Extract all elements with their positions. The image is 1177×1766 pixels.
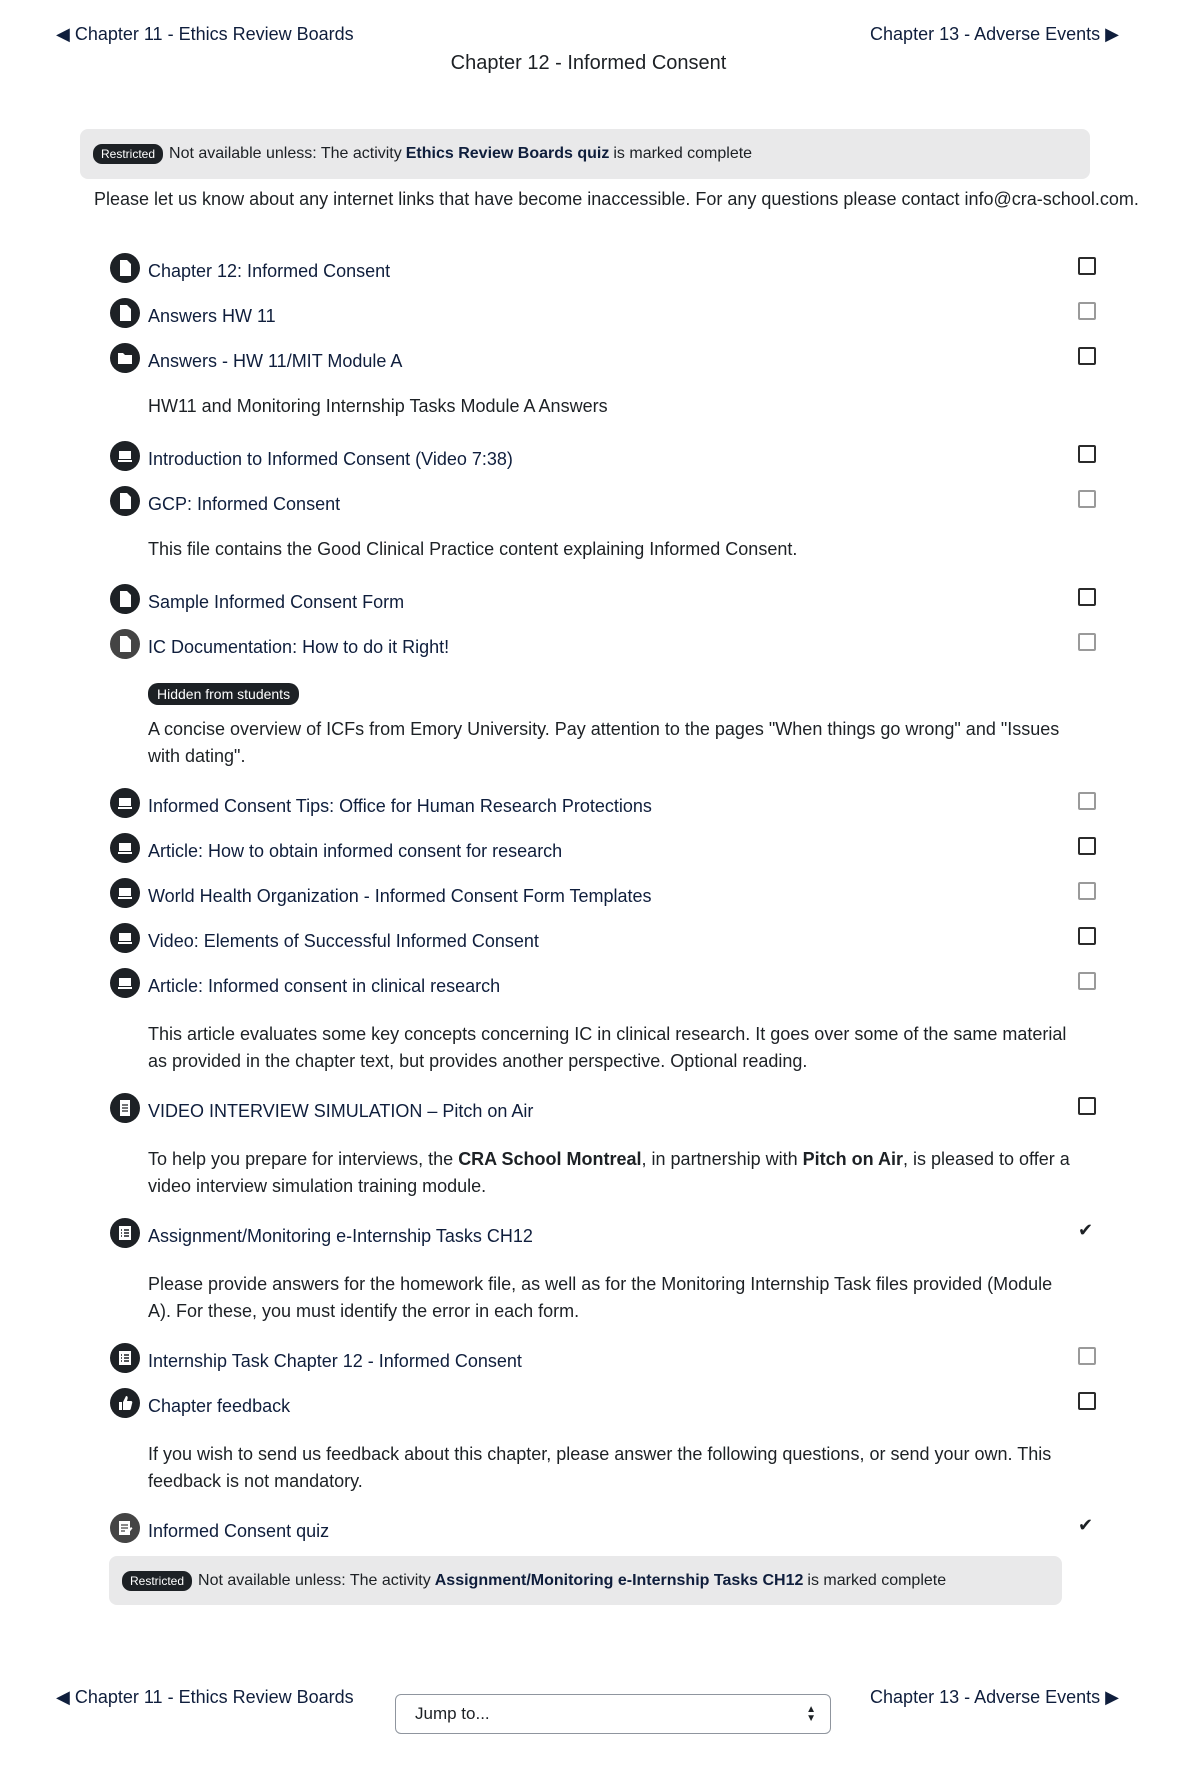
activity-link[interactable]: GCP: Informed Consent: [148, 494, 341, 514]
url-icon: [110, 878, 140, 908]
activity-link[interactable]: Video: Elements of Successful Informed Consent: [148, 931, 539, 951]
file-icon: [110, 629, 140, 659]
prev-chapter-link[interactable]: ◀ Chapter 11 - Ethics Review Boards: [56, 1687, 354, 1707]
activity-link[interactable]: IC Documentation: How to do it Right!: [148, 637, 450, 657]
file-icon: [110, 298, 140, 328]
activity-link[interactable]: VIDEO INTERVIEW SIMULATION – Pitch on Air: [148, 1101, 534, 1121]
next-chapter-link[interactable]: Chapter 13 - Adverse Events ▶: [870, 24, 1119, 44]
url-icon: [110, 788, 140, 818]
completion-checkbox[interactable]: [1078, 347, 1096, 365]
assignment-icon: [110, 1343, 140, 1373]
completion-checkbox[interactable]: [1078, 792, 1096, 810]
activity-link[interactable]: Internship Task Chapter 12 - Informed Consent: [148, 1351, 522, 1371]
file-icon: [110, 584, 140, 614]
jump-to-select[interactable]: [395, 1694, 831, 1734]
activity-item: [110, 923, 1100, 957]
activity-item: [110, 1218, 1100, 1252]
page-icon: [110, 1093, 140, 1123]
activity-item: [110, 486, 1100, 520]
quiz-icon: [110, 1513, 140, 1543]
activity-description: A concise overview of ICFs from Emory University. Pay attention to the pages "When things go wrong" and "Issues with dating".: [148, 719, 1060, 766]
completion-checkbox[interactable]: [1078, 1392, 1096, 1410]
restricted-badge: Restricted: [122, 1571, 192, 1591]
select-arrows-icon: ▲ ▼: [806, 1704, 816, 1724]
activity-item: [110, 833, 1100, 867]
completion-checkbox[interactable]: [1078, 445, 1096, 463]
activity-item: [110, 968, 1100, 1002]
activity-link[interactable]: Sample Informed Consent Form: [148, 592, 405, 612]
restriction-suffix: is marked complete: [807, 1571, 947, 1589]
activity-link[interactable]: Article: How to obtain informed consent for research: [148, 841, 563, 861]
activity-link[interactable]: Informed Consent Tips: Office for Human Research Protections: [148, 796, 652, 816]
folder-icon: [110, 343, 140, 373]
jump-to-label: Jump to...: [415, 1704, 490, 1723]
url-icon: [110, 968, 140, 998]
completion-checkbox[interactable]: [1078, 1347, 1096, 1365]
activity-link[interactable]: Chapter 12: Informed Consent: [148, 261, 391, 281]
restriction-activity-link[interactable]: Assignment/Monitoring e-Internship Tasks CH12: [434, 1571, 804, 1589]
activity-item: [110, 298, 1100, 332]
completion-checkbox[interactable]: [1078, 257, 1096, 275]
activity-link[interactable]: Article: Informed consent in clinical research: [148, 976, 501, 996]
hidden-from-students-badge: Hidden from students: [148, 683, 299, 705]
activity-item: [110, 343, 1100, 377]
file-icon: [110, 486, 140, 516]
file-icon: [110, 253, 140, 283]
activity-item: [110, 584, 1100, 618]
completed-check-icon[interactable]: ✔: [1078, 1515, 1094, 1535]
restriction-prefix: Not available unless: The activity: [169, 145, 402, 162]
activity-description: This article evaluates some key concepts concerning IC in clinical research. It goes over some of the same material as provided in the chapter text, but provides another perspective. Optional reading.: [148, 1024, 1067, 1071]
page-title: Chapter 12 - Informed Consent: [450, 52, 727, 74]
activity-item: [110, 1093, 1100, 1127]
assignment-icon: [110, 1218, 140, 1248]
thumbs-up-icon: [110, 1388, 140, 1418]
url-icon: [110, 833, 140, 863]
activity-link[interactable]: Answers - HW 11/MIT Module A: [148, 351, 403, 371]
activity-item: [110, 878, 1100, 912]
activity-item: [110, 1388, 1100, 1422]
completion-checkbox[interactable]: [1078, 882, 1096, 900]
activity-item: [110, 253, 1100, 287]
url-icon: [110, 441, 140, 471]
completed-check-icon[interactable]: ✔: [1078, 1220, 1094, 1240]
completion-checkbox[interactable]: [1078, 588, 1096, 606]
activity-item: [110, 788, 1100, 822]
completion-checkbox[interactable]: [1078, 302, 1096, 320]
activity-description: Please provide answers for the homework file, as well as for the Monitoring Internship Task files provided (Module A). For these, you must identify the error in each form.: [148, 1274, 1053, 1321]
activity-link[interactable]: Assignment/Monitoring e-Internship Tasks CH12: [148, 1226, 533, 1246]
completion-checkbox[interactable]: [1078, 490, 1096, 508]
activity-description: To help you prepare for interviews, the CRA School Montreal, in partnership with Pitch on Air, is pleased to offer a video interview simulation training module.: [148, 1149, 1070, 1196]
completion-checkbox[interactable]: [1078, 927, 1096, 945]
activity-item: [110, 1513, 1100, 1547]
activity-link[interactable]: Chapter feedback: [148, 1396, 291, 1416]
activity-link[interactable]: World Health Organization - Informed Consent Form Templates: [148, 886, 652, 906]
completion-checkbox[interactable]: [1078, 633, 1096, 651]
activity-link[interactable]: Introduction to Informed Consent (Video 7:38): [148, 449, 513, 469]
completion-checkbox[interactable]: [1078, 1097, 1096, 1115]
activity-item: [110, 629, 1100, 663]
restriction-prefix: Not available unless: The activity: [198, 1571, 431, 1589]
restriction-activity-link[interactable]: Ethics Review Boards quiz: [405, 145, 610, 162]
url-icon: [110, 923, 140, 953]
restriction-suffix: is marked complete: [613, 145, 753, 162]
activity-description: HW11 and Monitoring Internship Tasks Module A Answers: [148, 396, 608, 416]
activity-item: [110, 441, 1100, 475]
next-chapter-link[interactable]: Chapter 13 - Adverse Events ▶: [870, 1687, 1119, 1707]
restriction-notice: [109, 1556, 1062, 1605]
restricted-badge: Restricted: [93, 144, 163, 164]
prev-chapter-link[interactable]: ◀ Chapter 11 - Ethics Review Boards: [56, 24, 354, 44]
activity-link[interactable]: Answers HW 11: [148, 306, 276, 326]
completion-checkbox[interactable]: [1078, 837, 1096, 855]
activity-description: If you wish to send us feedback about this chapter, please answer the following questions, or send your own. This feedback is not mandatory.: [148, 1444, 1052, 1491]
restriction-notice: [80, 129, 1090, 179]
activity-item: [110, 1343, 1100, 1377]
activity-description: This file contains the Good Clinical Practice content explaining Informed Consent.: [148, 539, 798, 559]
section-notice: Please let us know about any internet links that have become inaccessible. For any questions please contact info@cra-school.com.: [94, 189, 1139, 209]
activity-link[interactable]: Informed Consent quiz: [148, 1521, 330, 1541]
completion-checkbox[interactable]: [1078, 972, 1096, 990]
